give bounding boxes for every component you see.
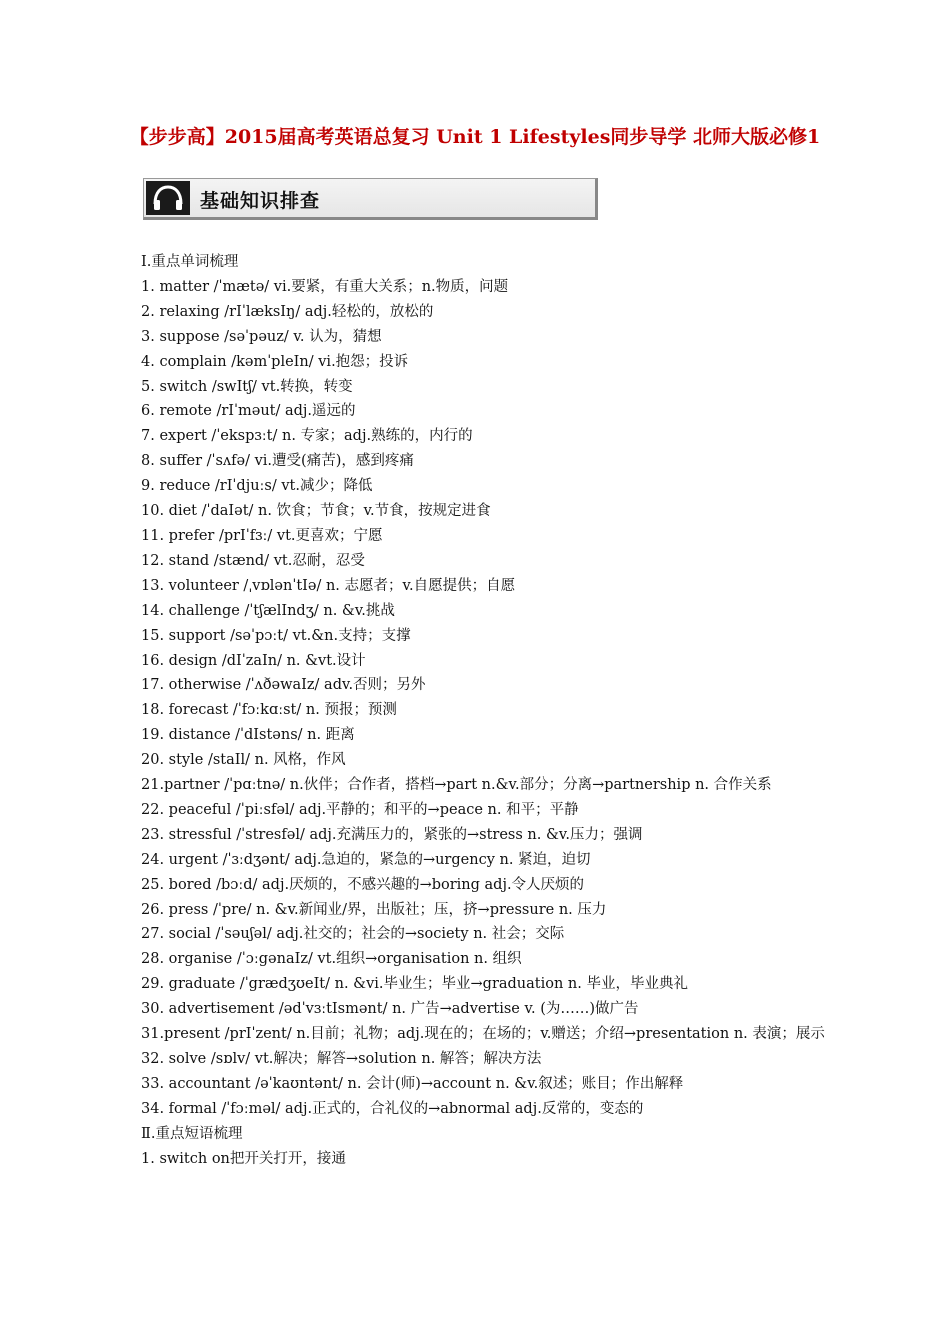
list-item: 4. complain /kəmˈpleIn/ vi.抱怨；投诉: [141, 353, 409, 370]
list-item: 26. press /ˈpre/ n. &v.新闻业/界，出版社；压，挤→pressure n. 压力: [141, 901, 607, 918]
list-item: 16. design /dIˈzaIn/ n. &vt.设计: [141, 652, 366, 669]
list-item: 8. suffer /ˈsʌfə/ vi.遭受(痛苦)，感到疼痛: [141, 453, 414, 470]
list-item: 33. accountant /əˈkaʊntənt/ n. 会计(师)→account n. &v.叙述；账目；作出解释: [141, 1075, 684, 1092]
list-item: 6. remote /rIˈməut/ adj.遥远的: [141, 403, 356, 420]
section-banner: [143, 178, 598, 220]
phrase-list: [141, 1147, 831, 1172]
list-item: 13. volunteer /ˌvɒlənˈtIə/ n. 志愿者；v.自愿提供；自愿: [141, 577, 516, 594]
list-item: 5. switch /swItʃ/ vt.转换，转变: [141, 378, 353, 395]
list-item: 32. solve /sɒlv/ vt.解决；解答→solution n. 解答；解决方法: [141, 1051, 542, 1067]
headphones-icon: [152, 184, 184, 212]
word-list: [141, 275, 831, 1122]
list-item: 24. urgent /ˈɜːdʒənt/ adj.急迫的，紧急的→urgency n. 紧迫，迫切: [141, 851, 591, 868]
list-item: 1. switch on把开关打开，接通: [141, 1150, 346, 1167]
list-item: 31.present /prIˈzent/ n.目前；礼物；adj.现在的；在场的；v.赠送；介绍→presentation n. 表演；展示: [141, 1026, 825, 1043]
list-item: 15. support /səˈpɔːt/ vt.&n.支持；支撑: [141, 627, 411, 644]
section-heading-phrases: Ⅱ.重点短语梳理: [141, 1125, 243, 1142]
list-item: 34. formal /ˈfɔːməl/ adj.正式的，合礼仪的→abnormal adj.反常的，变态的: [141, 1100, 644, 1117]
banner-label: 基础知识排查: [200, 190, 321, 212]
banner-icon-box: [146, 181, 190, 215]
list-item: 25. bored /bɔːd/ adj.厌烦的，不感兴趣的→boring adj.令人厌烦的: [141, 876, 585, 893]
list-item: 22. peaceful /ˈpiːsfəl/ adj.平静的；和平的→peace n. 和平；平静: [141, 801, 579, 818]
list-item: 28. organise /ˈɔːgənaIz/ vt.组织→organisation n. 组织: [141, 951, 522, 968]
list-item: 14. challenge /ˈtʃælIndʒ/ n. &v.挑战: [141, 602, 395, 619]
list-item: 29. graduate /ˈgrædʒʊeIt/ n. &vi.毕业生；毕业→graduation n. 毕业，毕业典礼: [141, 976, 688, 993]
list-item: 27. social /ˈsəuʃəl/ adj.社交的；社会的→society n. 社会；交际: [141, 926, 565, 943]
list-item: 18. forecast /ˈfɔːkɑːst/ n. 预报；预测: [141, 702, 397, 719]
list-item: 7. expert /ˈekspɜːt/ n. 专家；adj.熟练的，内行的: [141, 428, 473, 445]
list-item: 12. stand /stænd/ vt.忍耐，忍受: [141, 552, 365, 569]
section-heading-words: Ⅰ.重点单词梳理: [141, 254, 239, 270]
list-item: 3. suppose /səˈpəuz/ v. 认为，猜想: [141, 328, 382, 345]
page-title: 【步步高】2015届高考英语总复习 Unit 1 Lifestyles同步导学 北师大版必修1: [129, 126, 821, 148]
list-item: 2. relaxing /rIˈlæksIŋ/ adj.轻松的，放松的: [141, 303, 434, 320]
list-item: 30. advertisement /ədˈvɜːtIsmənt/ n. 广告→advertise v. (为……)做广告: [141, 1001, 639, 1018]
list-item: 11. prefer /prIˈfɜː/ vt.更喜欢；宁愿: [141, 527, 383, 544]
list-item: 23. stressful /ˈstresfəl/ adj.充满压力的，紧张的→stress n. &v.压力；强调: [141, 826, 643, 843]
list-item: 17. otherwise /ˈʌðəwaIz/ adv.否则；另外: [141, 677, 426, 694]
list-item: 19. distance /ˈdIstəns/ n. 距离: [141, 727, 355, 744]
list-item: 10. diet /ˈdaIət/ n. 饮食；节食；v.节食，按规定进食: [141, 503, 491, 520]
list-item: 1. matter /ˈmætə/ vi.要紧，有重大关系；n.物质，问题: [141, 278, 509, 295]
list-item: 20. style /staIl/ n. 风格，作风: [141, 752, 346, 769]
list-item: 21.partner /ˈpɑːtnə/ n.伙伴；合作者，搭档→part n.&v.部分；分离→partnership n. 合作关系: [141, 777, 772, 794]
document-body: [141, 250, 831, 1172]
list-item: 9. reduce /rIˈdjuːs/ vt.减少；降低: [141, 478, 373, 495]
